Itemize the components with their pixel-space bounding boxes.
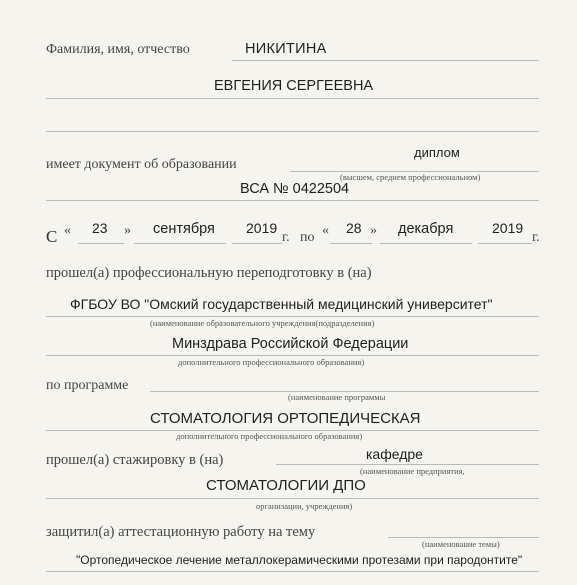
defense-label: защитил(а) аттестационную работу на тему xyxy=(46,524,316,540)
surname-value: НИКИТИНА xyxy=(245,41,327,57)
doc-number-underline xyxy=(46,200,539,201)
month-to-underline xyxy=(380,243,472,244)
month-from-underline xyxy=(134,243,226,244)
retraining-label: прошел(а) профессиональную переподготовку в (на) xyxy=(46,265,372,281)
day-to-underline xyxy=(330,243,372,244)
day-from: 23 xyxy=(92,220,108,236)
doc-number: ВСА № 0422504 xyxy=(240,181,350,197)
year-from: 2019 xyxy=(246,220,278,236)
department-value: СТОМАТОЛОГИИ ДПО xyxy=(206,477,366,494)
blank-underline-1 xyxy=(46,131,539,132)
ministry-caption: дополнительного профессионального образования) xyxy=(178,357,365,367)
program-value-caption: дополнительного профессионального образования) xyxy=(176,431,363,441)
year-from-suffix: г. xyxy=(282,230,290,245)
name-underline xyxy=(46,98,539,99)
month-to: декабря xyxy=(398,221,454,237)
internship-caption: (наименование предприятия, xyxy=(360,466,465,476)
name-value: ЕВГЕНИЯ СЕРГЕЕВНА xyxy=(214,78,374,94)
department-caption: организации, учреждения) xyxy=(256,501,353,511)
year-to: 2019 xyxy=(492,220,524,236)
thesis-title: "Ортопедическое лечение металлокерамическими протезами при пародонтите" xyxy=(76,553,523,567)
period-close-quote-1: » xyxy=(124,223,131,238)
year-to-suffix: г. xyxy=(532,230,540,245)
month-from: сентября xyxy=(153,221,215,237)
education-caption: (высшем, среднем профессиональном) xyxy=(340,172,481,182)
program-caption: (наименование программы xyxy=(288,392,386,402)
ministry-underline xyxy=(46,355,539,356)
program-value: СТОМАТОЛОГИЯ ОРТОПЕДИЧЕСКАЯ xyxy=(150,410,421,427)
institution-value: ФГБОУ ВО "Омский государственный медицинский университет" xyxy=(70,296,493,312)
fio-underline xyxy=(232,60,539,61)
period-open-quote-1: « xyxy=(64,223,71,238)
defense-underline xyxy=(388,537,539,538)
period-open-quote-2: « xyxy=(322,223,329,238)
program-label: по программе xyxy=(46,378,129,393)
education-label: имеет документ об образовании xyxy=(46,157,237,172)
year-from-underline xyxy=(232,243,282,244)
institution-underline xyxy=(46,316,539,317)
education-doc: диплом xyxy=(414,145,460,160)
year-to-underline xyxy=(478,243,532,244)
period-from-label: С xyxy=(46,227,58,246)
day-to: 28 xyxy=(346,220,362,236)
internship-underline xyxy=(276,464,539,465)
ministry-value: Минздрава Российской Федерации xyxy=(172,336,409,352)
period-close-quote-2: » xyxy=(370,223,377,238)
institution-caption: (наименование образовательного учреждения(подразделения) xyxy=(150,318,375,328)
day-from-underline xyxy=(78,243,124,244)
internship-value: кафедре xyxy=(366,446,423,462)
period-to-label: по xyxy=(300,230,315,245)
thesis-underline xyxy=(46,571,539,572)
department-underline xyxy=(46,498,539,499)
fio-label: Фамилия, имя, отчество xyxy=(46,42,190,57)
defense-caption: (наименование темы) xyxy=(422,539,500,549)
internship-label: прошел(а) стажировку в (на) xyxy=(46,452,224,468)
